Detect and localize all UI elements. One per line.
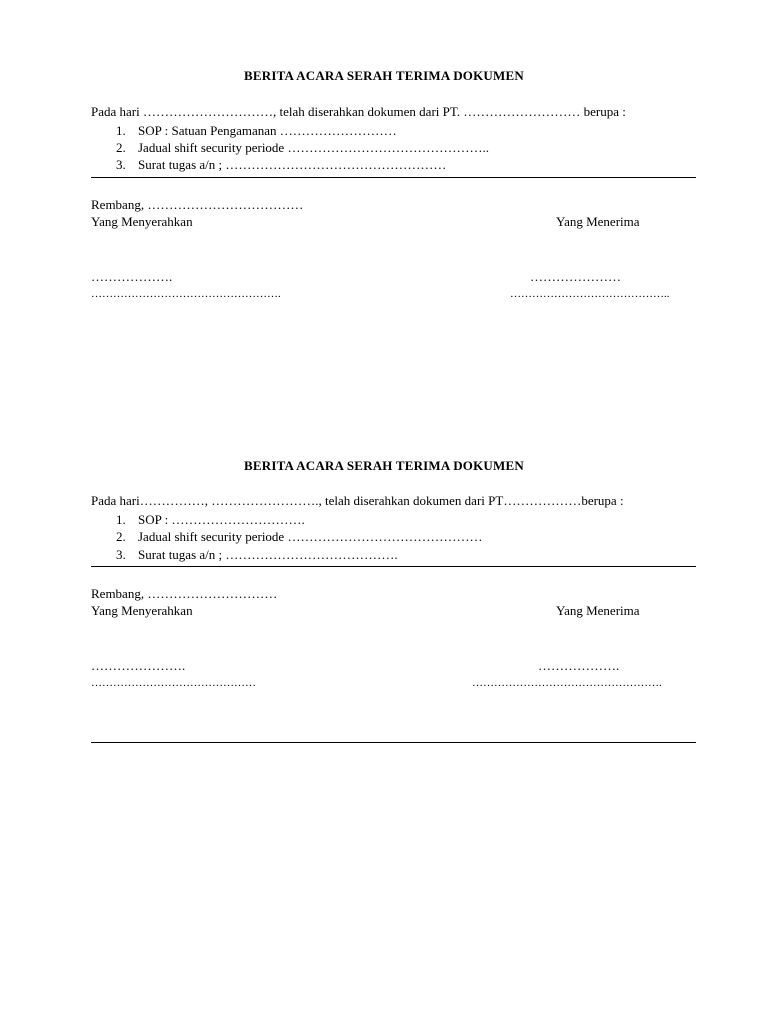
form-1-receiver-title-line: ……………………………………..	[510, 288, 670, 300]
form-1-giver-title-line: …………………………………………….	[91, 288, 281, 300]
form-1-list-item-3	[116, 157, 446, 173]
form-2-giver-title-line: ………………………………………	[91, 677, 256, 689]
form-2-receiver-name-line: ……………….	[538, 658, 620, 673]
list-item-text: Jadual shift security periode ………………………………………	[138, 529, 483, 544]
form-2-divider	[91, 566, 696, 567]
form-1-giver-name-line: ……………….	[91, 269, 173, 284]
form-2-receiver-label: Yang Menerima	[556, 603, 640, 618]
form-1-title: BERITA ACARA SERAH TERIMA DOKUMEN	[244, 68, 524, 83]
list-item-number: 3.	[116, 547, 126, 562]
form-1-place-date: Rembang, ………………………………	[91, 197, 304, 212]
form-2-list-item-2	[116, 529, 482, 545]
form-1-list-item-1	[116, 123, 397, 139]
form-1-giver-label: Yang Menyerahkan	[91, 214, 193, 229]
form-1-intro: Pada hari …………………………, telah diserahkan dokumen dari PT. ……………………… berupa :	[91, 104, 626, 119]
form-1-list-item-2	[116, 140, 489, 156]
form-2-list-item-1	[116, 512, 305, 528]
form-2-list-item-3	[116, 547, 398, 563]
form-2-title: BERITA ACARA SERAH TERIMA DOKUMEN	[244, 458, 524, 473]
list-item-number: 3.	[116, 157, 126, 172]
list-item-text: Surat tugas a/n ; ………………………………….	[138, 547, 398, 562]
form-2-receiver-title-line: …………………………………………….	[472, 677, 662, 689]
list-item-text: Surat tugas a/n ; ……………………………………………	[138, 157, 447, 172]
list-item-number: 1.	[116, 123, 126, 138]
list-item-number: 2.	[116, 529, 126, 544]
form-2-giver-name-line: ………………….	[91, 658, 186, 673]
list-item-text: SOP : ………………………….	[138, 512, 305, 527]
form-1-receiver-name-line: …………………	[530, 269, 621, 284]
list-item-text: SOP : Satuan Pengamanan ………………………	[138, 123, 397, 138]
list-item-text: Jadual shift security periode ………………………………………..	[138, 140, 489, 155]
cut-line	[91, 742, 696, 743]
form-2-giver-label: Yang Menyerahkan	[91, 603, 193, 618]
form-1-receiver-label: Yang Menerima	[556, 214, 640, 229]
form-2-intro: Pada hari……………, ……………………., telah diserahkan dokumen dari PT………………berupa :	[91, 493, 624, 508]
list-item-number: 2.	[116, 140, 126, 155]
list-item-number: 1.	[116, 512, 126, 527]
form-2-place-date: Rembang, …………………………	[91, 586, 278, 601]
form-1-divider	[91, 177, 696, 178]
